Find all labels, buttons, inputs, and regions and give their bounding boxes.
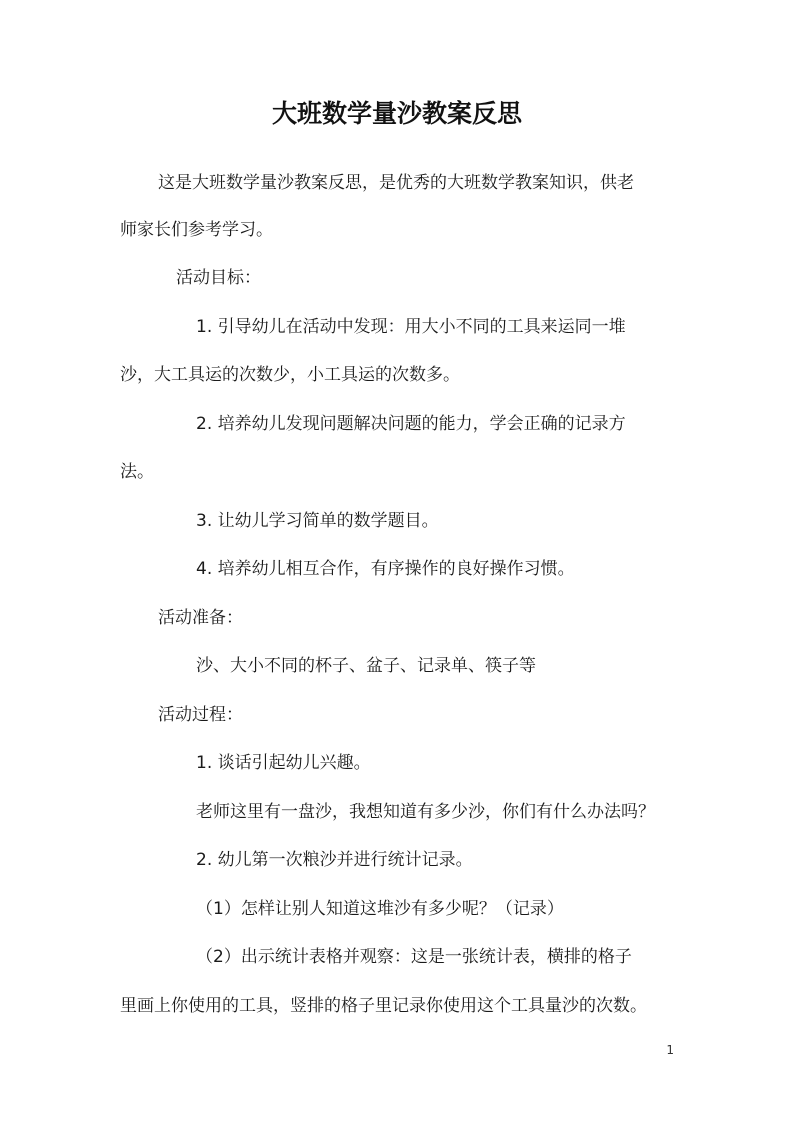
paragraph-line: 老师这里有一盘沙，我想知道有多少沙，你们有什么办法吗？ (196, 802, 655, 822)
paragraph-line: 这是大班数学量沙教案反思，是优秀的大班数学教案知识，供老 (158, 173, 634, 193)
paragraph-line: 1. 谈话引起幼儿兴趣。 (196, 753, 371, 773)
paragraph-line: 沙、大小不同的杯子、盆子、记录单、筷子等 (196, 656, 536, 676)
section-heading: 活动过程： (158, 705, 243, 725)
paragraph-line: 2. 培养幼儿发现问题解决问题的能力，学会正确的记录方 (196, 414, 626, 434)
paragraph-line: 1. 引导幼儿在活动中发现：用大小不同的工具来运同一堆 (196, 317, 626, 337)
page-number: 1 (666, 1043, 674, 1057)
paragraph-line: 2. 幼儿第一次粮沙并进行统计记录。 (196, 850, 473, 870)
paragraph-line: 3. 让幼儿学习简单的数学题目。 (196, 511, 439, 531)
paragraph-line: （1）怎样让别人知道这堆沙有多少呢？（记录） (196, 899, 564, 919)
paragraph-line: 沙，大工具运的次数少，小工具运的次数多。 (120, 365, 460, 385)
section-heading: 活动准备： (158, 608, 243, 628)
section-heading: 活动目标： (176, 268, 261, 288)
document-title: 大班数学量沙教案反思 (271, 99, 522, 128)
paragraph-line: （2）出示统计表格并观察：这是一张统计表，横排的格子 (196, 947, 632, 967)
paragraph-line: 师家长们参考学习。 (120, 220, 273, 240)
paragraph-line: 里画上你使用的工具，竖排的格子里记录你使用这个工具量沙的次数。 (120, 996, 647, 1016)
paragraph-line: 法。 (120, 462, 154, 482)
paragraph-line: 4. 培养幼儿相互合作，有序操作的良好操作习惯。 (196, 559, 575, 579)
